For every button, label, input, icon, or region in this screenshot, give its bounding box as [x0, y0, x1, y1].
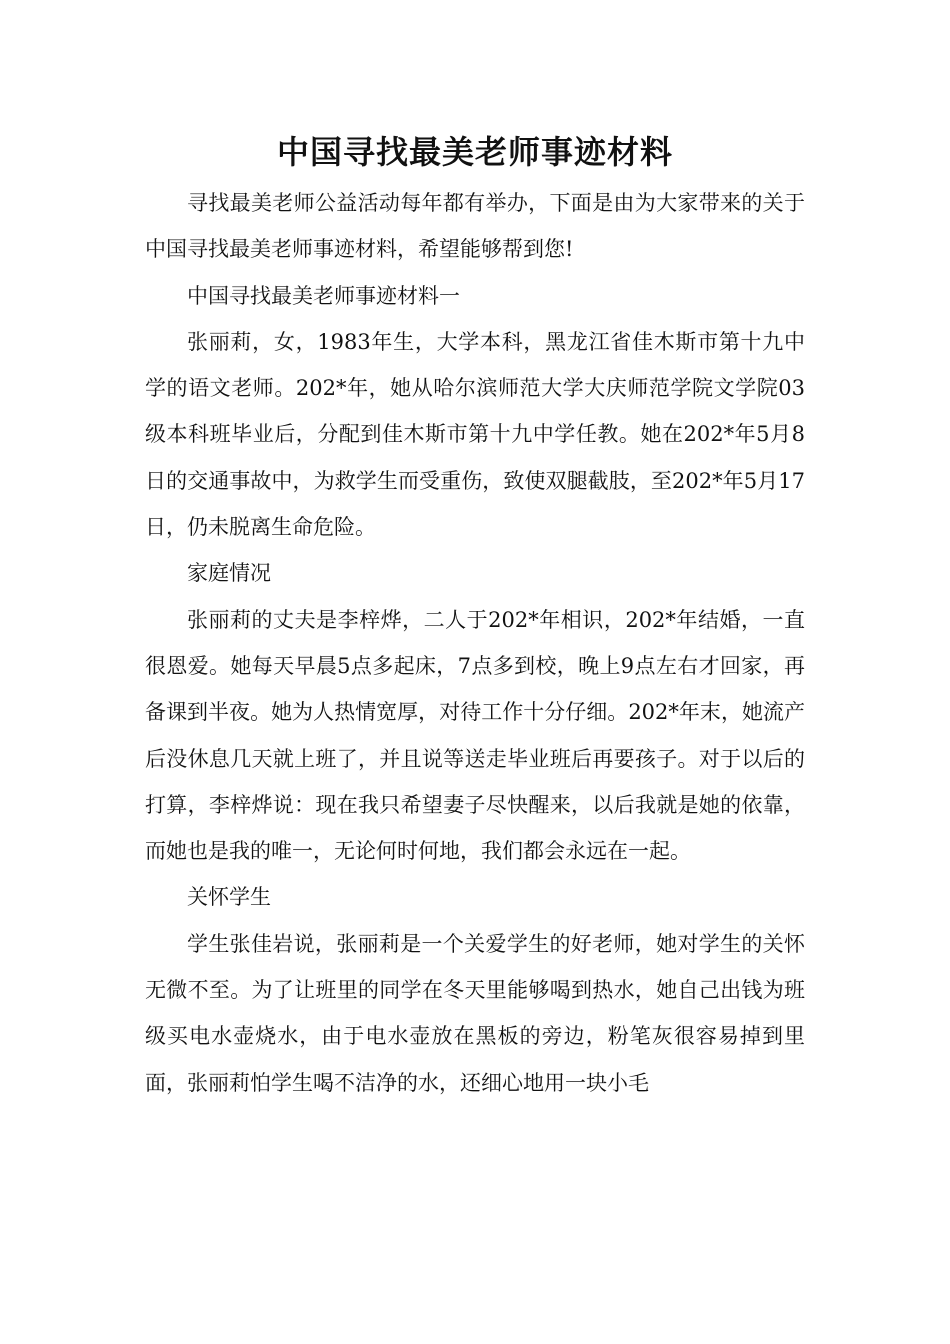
biography-paragraph: 张丽莉，女，1983年生，大学本科，黑龙江省佳木斯市第十九中学的语文老师。202*年，她从哈尔滨师范大学大庆师范学院文学院03级本科班毕业后，分配到佳木斯市第十九中学任教。她在202*年5月8日的交通事故中，为救学生而受重伤，致使双腿截肢，至202*年5月17日，仍未脱离生命危险。	[145, 329, 805, 540]
section-heading-material-one: 中国寻找最美老师事迹材料一	[187, 283, 460, 308]
section-heading-students: 关怀学生	[187, 885, 271, 910]
document-title: 中国寻找最美老师事迹材料	[276, 133, 673, 171]
document-body	[145, 180, 805, 1106]
intro-paragraph: 寻找最美老师公益活动每年都有举办，下面是由为大家带来的关于中国寻找最美老师事迹材料，希望能够帮到您!	[145, 191, 805, 262]
students-paragraph: 学生张佳岩说，张丽莉是一个关爱学生的好老师，她对学生的关怀无微不至。为了让班里的同学在冬天里能够喝到热水，她自己出钱为班级买电水壶烧水，由于电水壶放在黑板的旁边，粉笔灰很容易掉到里面，张丽莉怕学生喝不洁净的水，还细心地用一块小毛	[145, 931, 805, 1095]
section-heading-family: 家庭情况	[187, 561, 271, 586]
family-paragraph: 张丽莉的丈夫是李梓烨，二人于202*年相识，202*年结婚，一直很恩爱。她每天早晨5点多起床，7点多到校，晚上9点左右才回家，再备课到半夜。她为人热情宽厚，对待工作十分仔细。202*年末，她流产后没休息几天就上班了，并且说等送走毕业班后再要孩子。对于以后的打算，李梓烨说：现在我只希望妻子尽快醒来，以后我就是她的依靠，而她也是我的唯一，无论何时何地，我们都会永远在一起。	[145, 607, 805, 864]
